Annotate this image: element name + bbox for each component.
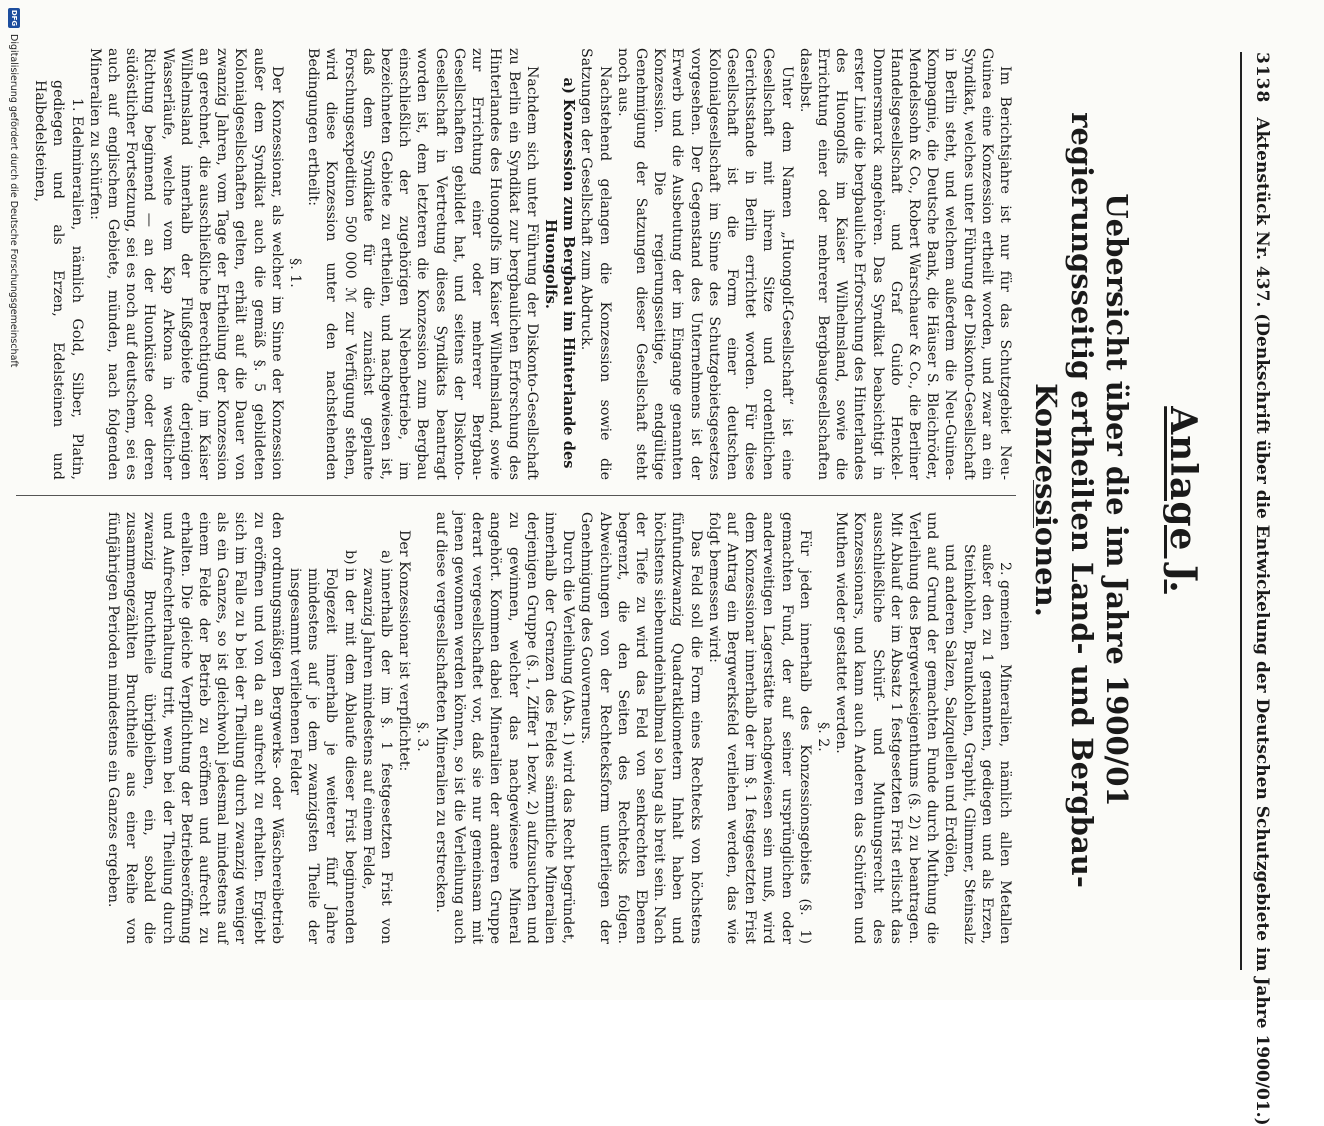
digitization-footer xyxy=(8,0,20,1000)
section-heading-a: a) Konzession zum Bergbau im Hinterlande des Huongolfs. xyxy=(541,77,578,469)
paragraph: Nachstehend gelangen die Konzession sowie die Satzungen der Gesellschaft zum Abdruck. xyxy=(578,48,613,480)
paragraph: Der Konzessionar, als welcher im Sinne der Konzession außer dem Syndikat auch die gemäß §. 5 gebildeten Kolonialgesellschaften gelten, erhält auf die Dauer von zwanzig Jahren, vom Tage der Ertheilung der Konzession an gerechnet, die ausschließliche Berechtigung, im Kaiser Wilhelmsland innerhalb der Flußgebiete derjenigen Wasserläufe, welche vom Kap Arkona in westlicher Richtung beginnend — an der Huonküste oder deren südöstlicher Fortsetzung, sei es noch auf deutschem, sei es auch auf englischem Gebiete, münden, nach folgenden Mineralien zu schürfen: xyxy=(86,48,285,480)
running-head xyxy=(1252,52,1272,1126)
document-subtitle: Uebersicht über die im Jahre 1900/01 regierungsseitig ertheilten Land- und Bergbau-Konzessionen. xyxy=(1029,112,1134,888)
list-item: 2.gemeinen Mineralien, nämlich allen Metallen außer den zu 1 genannten, gediegen und als Erzen, Steinkohlen, Braunkohlen, Graphit, Glimmer, Steinsalz und anderen Salzen, Salzquellen und Erdölen, xyxy=(942,544,1013,944)
section-number: §. 3. xyxy=(414,722,431,752)
paragraph: Im Berichtsjahre ist nur für das Schutzgebiet Neu-Guinea eine Konzession ertheilt worden, und zwar an ein Syndikat, welches unter Führung der Diskonto-Gesellschaft in Berlin steht, und welchem außerdem die Neu-Guinea-Kompagnie, die Deutsche Bank, die Häuser S. Bleichröder, Mendelssohn & Co., Robert Warschauer & Co., die Berliner Handelsgesellschaft und Graf Guido Henckel-Donnersmarck angehören. Das Syndikat beabsichtigt in erster Linie die bergbauliche Erforschung des Hinterlandes des Huongolfs im Kaiser Wilhelmsland, sowie die Errichtung einer oder mehrerer Bergbaugesellschaften daselbst. xyxy=(796,48,1013,480)
left-column xyxy=(31,48,1014,480)
paragraph: Für jeden innerhalb des Konzessionsgebiets (§. 1) gemachten Fund, der auf seiner ursprünglichen oder anderweitigen Lagerstätte nachgewiesen sein muß, wird dem Konzessionar innerhalb der im §. 1 festgesetzten Frist auf Antrag ein Bergwerksfeld verliehen werden, das wie folgt bemessen wird: xyxy=(705,512,813,944)
column-divider xyxy=(16,495,1016,496)
list-item: a)innerhalb der im §. 1 festgesetzten Frist von zwanzig Jahren mindestens auf einem Felde, xyxy=(359,550,395,944)
header-rule xyxy=(1240,52,1242,970)
paragraph: Der Konzessionar ist verpflichtet: xyxy=(396,530,413,772)
list-item: b)in der mit dem Ablaufe dieser Frist beginnenden Folgezeit innerhalb je weiterer fünf Jahre mindestens auf je dem zwanzigsten Theile der insgesammt verliehenen Felder xyxy=(287,550,358,944)
list-item: 1.Edelmineralien, nämlich Gold, Silber, Platin, gediegen und als Erzen, Edelsteinen und Halbedelsteinen, xyxy=(32,80,85,480)
title-divider xyxy=(1033,480,1034,528)
paragraph: den ordnungsmäßigen Bergwerks- oder Wäschereibetrieb zu eröffnen und von da an aufrecht zu erhalten. Ergiebt sich im Falle zu b bei der Theilung durch zwanzig weniger als ein Ganzes, so ist gleichwohl jedesmal mindestens auf einem Felde der Betrieb zu eröffnen und aufrecht zu erhalten. Die gleiche Verpflichtung der Betriebseröffnung und Aufrechterhaltung tritt, wenn bei der Theilung durch zwanzig Bruchtheile übrigbleiben, ein, sobald die zusammengezählten Bruchtheile aus einer Reihe von fünfjährigen Perioden mindestens ein Ganzes ergeben. xyxy=(105,512,285,944)
paragraph: Durch die Verleihung (Abs. 1) wird das Recht begründet, innerhalb der Grenzen des Feldes sämmtliche Mineralien derjenigen Gruppe (§. 1, Ziffer 1 bezw. 2) aufzusuchen und zu gewinnen, welcher das nachgewiesene Mineral angehört. Kommen dabei Mineralien der anderen Gruppe derart vergesellschaftet vor, daß sie nur gemeinsam mit jenen gewonnen werden können, so ist die Verleihung auch auf diese vergesellschafteten Mineralien zu erstrecken. xyxy=(432,512,577,944)
section-number: §. 2. xyxy=(814,722,831,752)
footer-text: Digitalisierung gefördert durch die Deutsche Forschungsgemeinschaft xyxy=(8,34,20,368)
dfg-logo: DFG xyxy=(10,9,18,27)
paragraph: und auf Grund der gemachten Funde durch Muthung die Verleihung des Bergwerkseigenthums (§. 2) zu beantragen. Mit Ablauf der im Absatz 1 festgesetzten Frist erlischt das ausschließliche Schürf- und Muthungsrecht des Konzessionars, und kann auch Anderen das Schürfen und Muthen wieder gestattet werden. xyxy=(833,512,941,944)
paragraph: Das Feld soll die Form eines Rechtecks von höchstens fünfundzwanzig Quadratkilometern Inhalt haben und höchstens siebenundeinhalbmal so lang als breit sein. Nach der Tiefe zu wird das Feld von senkrechten Ebenen begrenzt, die den Seiten des Rechtecks folgen. Abweichungen von der Rechtecksform unterliegen der Genehmigung des Gouverneurs. xyxy=(578,512,704,944)
page-number: 3138 xyxy=(1252,52,1272,104)
section-number: §. 1. xyxy=(287,258,304,288)
right-column xyxy=(104,512,1014,944)
paragraph: Nachdem sich unter Führung der Diskonto-Gesellschaft zu Berlin ein Syndikat zur bergbaulichen Erforschung des Hinterlandes des Huongolfs im Kaiser Wilhelmsland, sowie zur Errichtung einer oder mehrerer Bergbau-Gesellschaften gebildet hat, und seitens der Diskonto-Gesellschaft in Vertretung dieses Syndikats beantragt worden ist, dem letzteren die Konzession zum Bergbau einschließlich der zugehörigen Nebenbetriebe, im bezeichneten Gebiete zu ertheilen, und nachgewiesen ist, daß dem Syndikate für die zunächst geplante Forschungsexpedition 500 000 ℳ zur Verfügung stehen, wird diese Konzession unter den nachstehenden Bedingungen ertheilt: xyxy=(305,48,540,480)
anlage-title: Anlage J. xyxy=(1162,406,1204,594)
running-head-title: Aktenstück Nr. 437. (Denkschrift über die Entwickelung der Deutschen Schutzgebiete im Jahre 1900/01.) xyxy=(1252,117,1272,1126)
paragraph: Unter dem Namen „Huongolf-Gesellschaft“ ist eine Gesellschaft mit ihrem Sitze und ordentlichen Gerichtsstande in Berlin errichtet worden. Für diese Gesellschaft ist die Form einer deutschen Kolonialgesellschaft im Sinne des Schutzgebietsgesetzes vorgesehen. Der Gegenstand des Unternehmens ist der Erwerb und die Ausbeutung der im Eingange genannten Konzession. Die regierungsseitige, endgültige Genehmigung der Satzungen dieser Gesellschaft steht noch aus. xyxy=(614,48,795,480)
